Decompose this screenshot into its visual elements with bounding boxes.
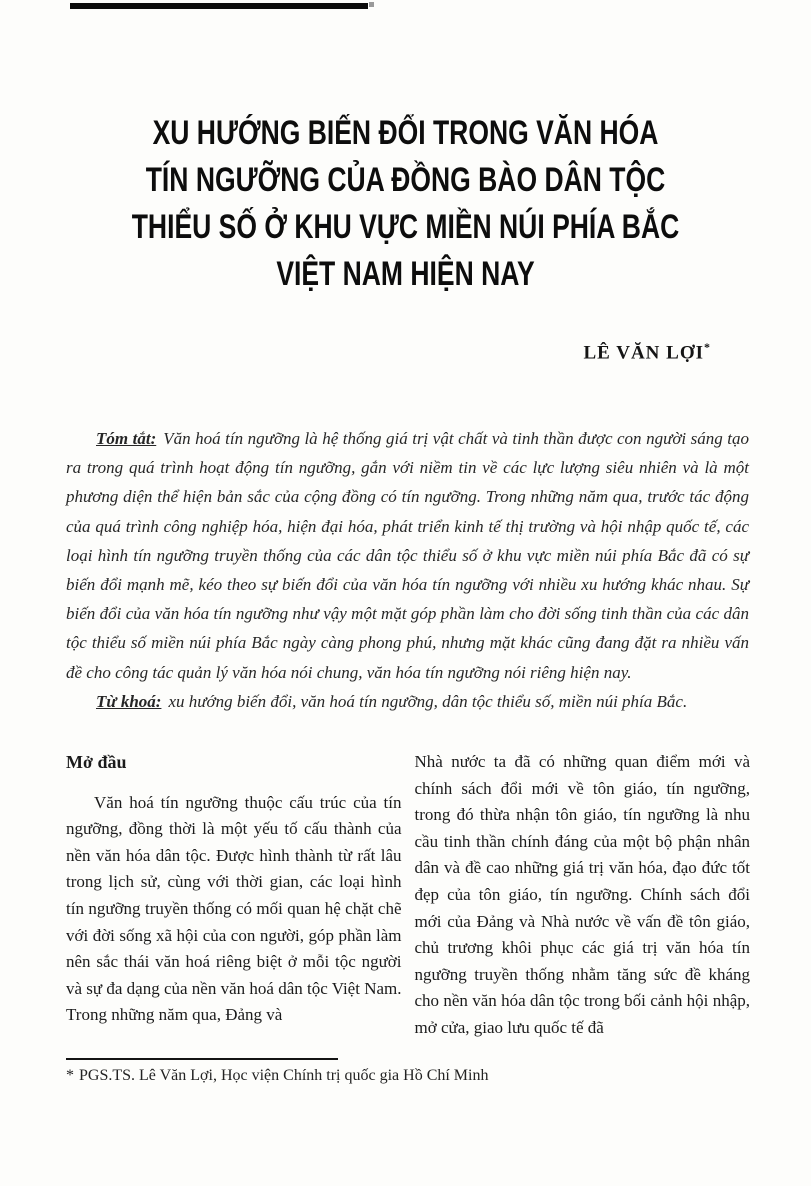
abstract-label: Tóm tắt:	[96, 429, 157, 448]
article-title	[89, 110, 722, 298]
abstract-paragraph	[66, 424, 749, 687]
body-column-right	[415, 749, 751, 1042]
body-paragraph-left: Văn hoá tín ngưỡng thuộc cấu trúc của tín ngưỡng, đồng thời là một yếu tố cấu thành của nền văn hóa dân tộc. Được hình thành từ rất lâu trong lịch sử, cùng với thời gian, các loại hình tín ngưỡng truyền thống có mối quan hệ chặt chẽ với đời sống xã hội của con người, góp phần làm nên sắc thái văn hoá riêng biệt ở mỗi tộc người và sự đa dạng của nền văn hoá dân tộc Việt Nam. Trong những năm qua, Đảng và	[66, 792, 402, 1025]
keywords-paragraph	[66, 687, 749, 716]
body-column-left	[66, 749, 402, 1042]
body-columns	[66, 749, 750, 1042]
footnote-text: PGS.TS. Lê Văn Lợi, Học viện Chính trị quốc gia Hồ Chí Minh	[79, 1067, 489, 1084]
footnote-separator-rule	[66, 1058, 338, 1060]
author-name: LÊ VĂN LỢI	[583, 342, 704, 364]
article-title-line-3: THIỂU SỐ Ở KHU VỰC MIỀN NÚI PHÍA BẮC	[131, 208, 680, 246]
article-title-line-4: VIỆT NAM HIỆN NAY	[276, 255, 535, 293]
keywords-label: Từ khoá:	[96, 691, 162, 711]
scan-artifact-bar	[70, 3, 368, 9]
article-title-line-1: XU HƯỚNG BIẾN ĐỔI TRONG VĂN HÓA	[152, 114, 659, 152]
body-paragraph-right: Nhà nước ta đã có những quan điểm mới và chính sách đổi mới về tôn giáo, tín ngưỡng, trong đó thừa nhận tôn giáo, tín ngưỡng là nhu cầu tinh thần chính đáng của một bộ phận nhân dân và đề cao những giá trị văn hóa, đạo đức tốt đẹp của tôn giáo, tín ngưỡng. Chính sách đổi mới của Đảng và Nhà nước về vấn đề tôn giáo, chủ trương khôi phục các giá trị văn hóa tín ngưỡng truyền thống nhằm tăng sức đề kháng cho nền văn hóa dân tộc trong bối cảnh hội nhập, mở cửa, giao lưu quốc tế đã	[414, 752, 750, 1037]
footnote-section	[66, 1058, 626, 1085]
footnote-text-line	[66, 1067, 626, 1085]
scan-artifact-dot	[369, 2, 374, 7]
abstract-section	[66, 424, 749, 716]
abstract-text: Văn hoá tín ngưỡng là hệ thống giá trị vật chất và tinh thần được con người sáng tạo ra trong quá trình hoạt động tín ngưỡng, gắn với niềm tin về các lực lượng siêu nhiên và là một phương diện thể hiện bản sắc của cộng đồng có tín ngưỡng. Trong những năm qua, trước tác động của quá trình công nghiệp hóa, hiện đại hóa, phát triển kinh tế thị trường và hội nhập quốc tế, các loại hình tín ngưỡng truyền thống của các dân tộc thiểu số ở khu vực miền núi phía Bắc đã có sự biến đổi mạnh mẽ, kéo theo sự biến đổi của văn hóa tín ngưỡng với nhiều xu hướng khác nhau. Sự biến đổi của văn hóa tín ngưỡng như vậy một mặt góp phần làm cho đời sống tinh thần của các dân tộc thiểu số miền núi phía Bắc ngày càng phong phú, nhưng mặt khác cũng đang đặt ra nhiều vấn đề cho công tác quản lý văn hóa nói chung, văn hóa tín ngưỡng nói riêng hiện nay.	[66, 429, 750, 682]
author-footnote-marker: *	[704, 340, 711, 354]
section-heading-mo-dau: Mở đầu	[66, 752, 127, 772]
article-title-line-2: TÍN NGƯỠNG CỦA ĐỒNG BÀO DÂN TỘC	[145, 161, 666, 199]
keywords-text: xu hướng biến đổi, văn hoá tín ngưỡng, dân tộc thiểu số, miền núi phía Bắc.	[168, 691, 688, 711]
author-line	[583, 340, 711, 364]
footnote-marker: *	[66, 1067, 74, 1084]
